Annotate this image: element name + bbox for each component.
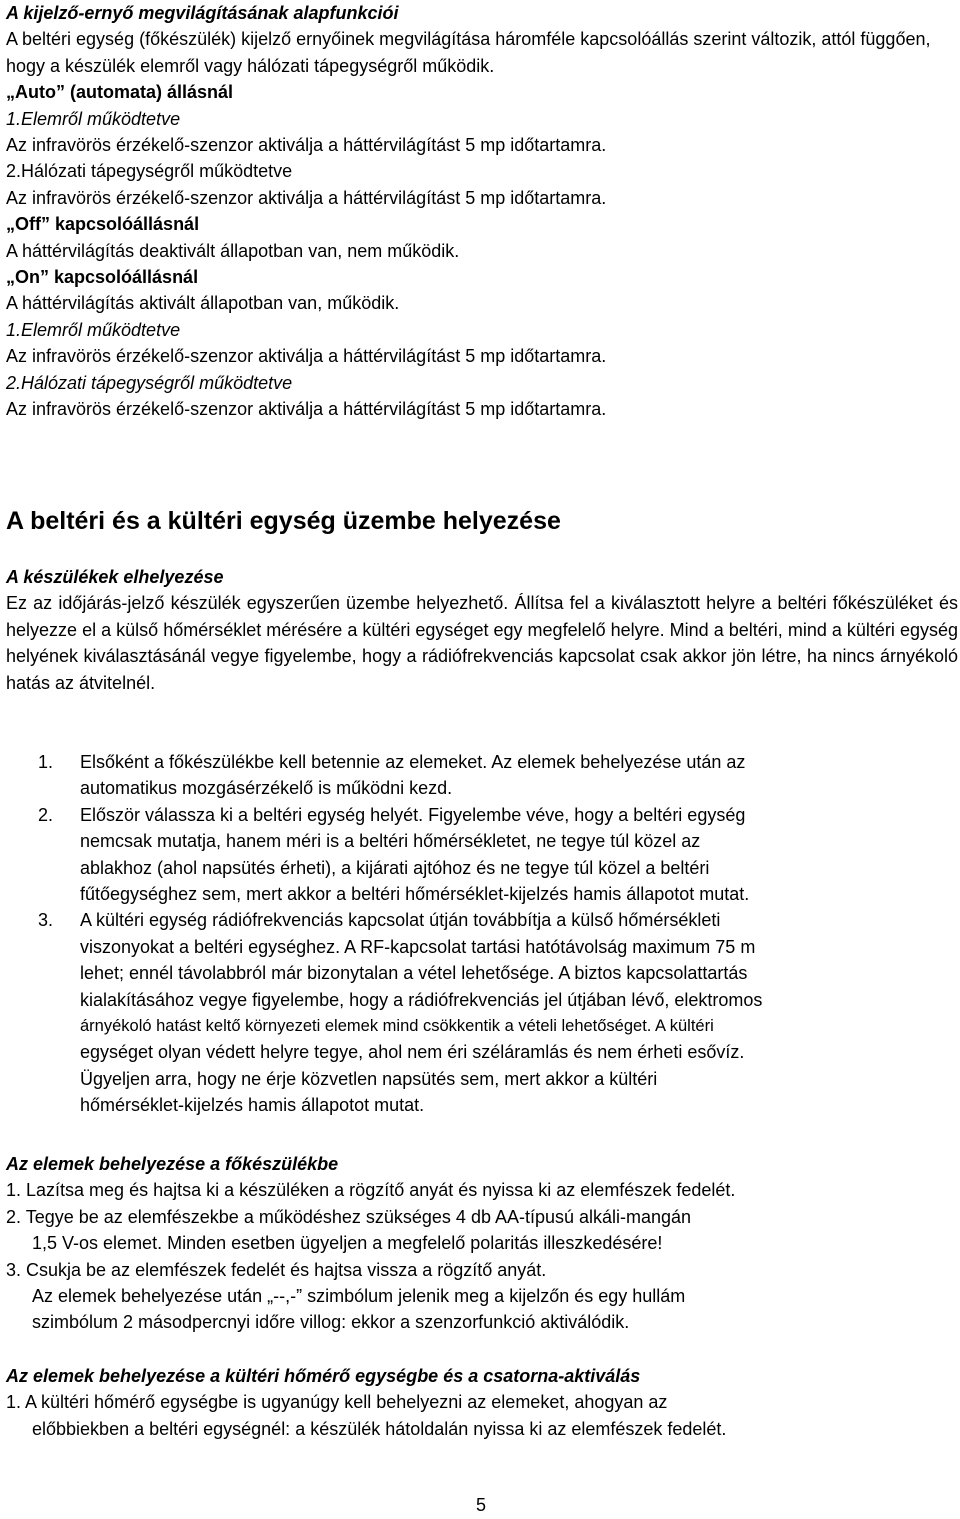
step-number: 3. bbox=[38, 910, 54, 931]
list-item bbox=[6, 802, 958, 908]
off-heading-quote: „Off” bbox=[6, 214, 50, 235]
step-line: fűtőegységhez sem, mert akkor a beltéri hőmérséklet-kijelzés hamis állapotot mutat. bbox=[80, 884, 750, 905]
on-heading-quote: „On” bbox=[6, 267, 49, 288]
off-heading-rest: kapcsolóállásnál bbox=[50, 214, 200, 235]
step-line: kialakításához vegye figyelembe, hogy a rádiófrekvenciás jel útjában lévő, elektromos bbox=[80, 989, 763, 1010]
batteries-main-line: szimbólum 2 másodpercnyi időre villog: ekkor a szenzorfunkció aktiválódik. bbox=[32, 1312, 630, 1333]
step-line: A kültéri egység rádiófrekvenciás kapcsolat útján továbbítja a külső hőmérsékleti bbox=[80, 910, 721, 931]
batteries-main-title: Az elemek behelyezése a főkészülékbe bbox=[6, 1154, 339, 1174]
step-line: automatikus mozgásérzékelő is működni kezd. bbox=[80, 778, 453, 799]
batteries-main-line: 2. Tegye be az elemfészekbe a működéshez szükséges 4 db AA-típusú alkáli-mangán bbox=[6, 1206, 692, 1227]
batteries-main-line: 1. Lazítsa meg és hajtsa ki a készüléken a rögzítő anyát és nyissa ki az elemfészek fedelét. bbox=[6, 1180, 736, 1201]
placement-text: Ez az időjárás-jelző készülék egyszerűen üzembe helyezhető. Állítsa fel a kiválasztott helyre a beltéri főkészüléket és helyezze el a külső hőmérséklet mérésére a kültéri egységet egy megfelelő helyre. Mind a beltéri, mind a kültéri egység helyének kiválasztásánál vegye figyelembe, hogy a rádiófrekvenciás kapcsolat csak akkor jön létre, ha nincs árnyékoló hatás az átvitelnél. bbox=[6, 593, 958, 693]
batteries-main-line: 3. Csukja be az elemfészek fedelét és hajtsa vissza a rögzítő anyát. bbox=[6, 1259, 547, 1280]
batteries-main-line: Az elemek behelyezése után „--,-” szimbólum jelenik meg a kijelzőn és egy hullám bbox=[32, 1286, 686, 1307]
backlight-title: A kijelző-ernyő megvilágításának alapfunkciói bbox=[6, 3, 399, 23]
placement-title: A készülékek elhelyezése bbox=[6, 567, 224, 587]
backlight-intro: A beltéri egység (főkészülék) kijelző ernyőinek megvilágítása háromféle kapcsolóállás szerint változik, attól függően, hogy a készülék elemről vagy hálózati tápegységről működik. bbox=[6, 29, 931, 76]
placement-section bbox=[6, 564, 958, 696]
step-line: Ügyeljen arra, hogy ne érje közvetlen napsütés sem, mert akkor a kültéri bbox=[80, 1068, 658, 1089]
auto-item1-text: Az infravörös érzékelő-szenzor aktiválja a háttérvilágítást 5 mp időtartamra. bbox=[6, 135, 607, 156]
step-line: Először válassza ki a beltéri egység helyét. Figyelembe véve, hogy a beltéri egység bbox=[80, 804, 746, 825]
on-heading-rest: kapcsolóállásnál bbox=[49, 267, 199, 288]
auto-item1-label: 1.Elemről működtetve bbox=[6, 108, 181, 129]
step-line: hőmérséklet-kijelzés hamis állapotot mutat. bbox=[80, 1095, 425, 1116]
step-line: Elsőként a főkészülékbe kell betennie az elemeket. Az elemek behelyezése után az bbox=[80, 752, 746, 772]
on-item2-label: 2.Hálózati tápegységről működtetve bbox=[6, 372, 293, 393]
batteries-outdoor-line: 1. A kültéri hőmérő egységbe is ugyanúgy kell behelyezni az elemeket, ahogyan az bbox=[6, 1392, 668, 1413]
on-heading bbox=[6, 264, 958, 290]
list-item bbox=[6, 749, 958, 802]
step-line: ablakhoz (ahol napsütés érheti), a kijárati ajtóhoz és ne tegye túl közel a beltéri bbox=[80, 857, 710, 878]
auto-heading bbox=[6, 79, 958, 105]
step-number: 2. bbox=[38, 804, 54, 825]
page-number: 5 bbox=[476, 1495, 487, 1515]
batteries-main-line: 1,5 V-os elemet. Minden esetben ügyeljen a megfelelő polaritás illeszkedésére! bbox=[32, 1233, 663, 1254]
on-text: A háttérvilágítás aktivált állapotban van, működik. bbox=[6, 293, 400, 314]
on-item1-label: 1.Elemről működtetve bbox=[6, 319, 181, 340]
step-line: viszonyokat a beltéri egységhez. A RF-kapcsolat tartási hatótávolság maximum 75 m bbox=[80, 936, 756, 957]
auto-heading-quote: „Auto” bbox=[6, 82, 65, 103]
step-line: nemcsak mutatja, hanem méri is a beltéri hőmérsékletet, ne tegye túl közel az bbox=[80, 831, 701, 852]
on-item1-text: Az infravörös érzékelő-szenzor aktiválja a háttérvilágítást 5 mp időtartamra. bbox=[6, 346, 607, 367]
batteries-outdoor-title: Az elemek behelyezése a kültéri hőmérő egységbe és a csatorna-aktiválás bbox=[6, 1366, 641, 1386]
batteries-main-section bbox=[6, 1151, 958, 1336]
step-line: lehet; ennél távolabbról már bizonytalan a vétel lehetősége. A biztos kapcsolattartás bbox=[80, 963, 748, 984]
step-number: 1. bbox=[38, 752, 54, 772]
list-item bbox=[6, 907, 958, 1118]
batteries-outdoor-section bbox=[6, 1363, 958, 1442]
off-text: A háttérvilágítás deaktivált állapotban van, nem működik. bbox=[6, 240, 460, 261]
auto-item2-label: 2.Hálózati tápegységről működtetve bbox=[6, 161, 293, 182]
auto-heading-rest: (automata) állásnál bbox=[64, 82, 234, 103]
step-line: árnyékoló hatást keltő környezeti elemek mind csökkentik a vételi lehetőséget. A kültéri bbox=[80, 1017, 714, 1036]
batteries-outdoor-line: előbbiekben a beltéri egységnél: a készülék hátoldalán nyissa ki az elemfészek fedelét. bbox=[32, 1418, 727, 1439]
setup-title: A beltéri és a kültéri egység üzembe helyezése bbox=[6, 507, 561, 535]
on-item2-text: Az infravörös érzékelő-szenzor aktiválja a háttérvilágítást 5 mp időtartamra. bbox=[6, 399, 607, 420]
setup-steps-list bbox=[6, 749, 958, 1119]
step-line: egységet olyan védett helyre tegye, ahol nem éri széláramlás és nem érheti esővíz. bbox=[80, 1042, 745, 1063]
off-heading bbox=[6, 211, 958, 237]
auto-item2-text: Az infravörös érzékelő-szenzor aktiválja a háttérvilágítást 5 mp időtartamra. bbox=[6, 187, 607, 208]
backlight-section bbox=[6, 0, 958, 423]
